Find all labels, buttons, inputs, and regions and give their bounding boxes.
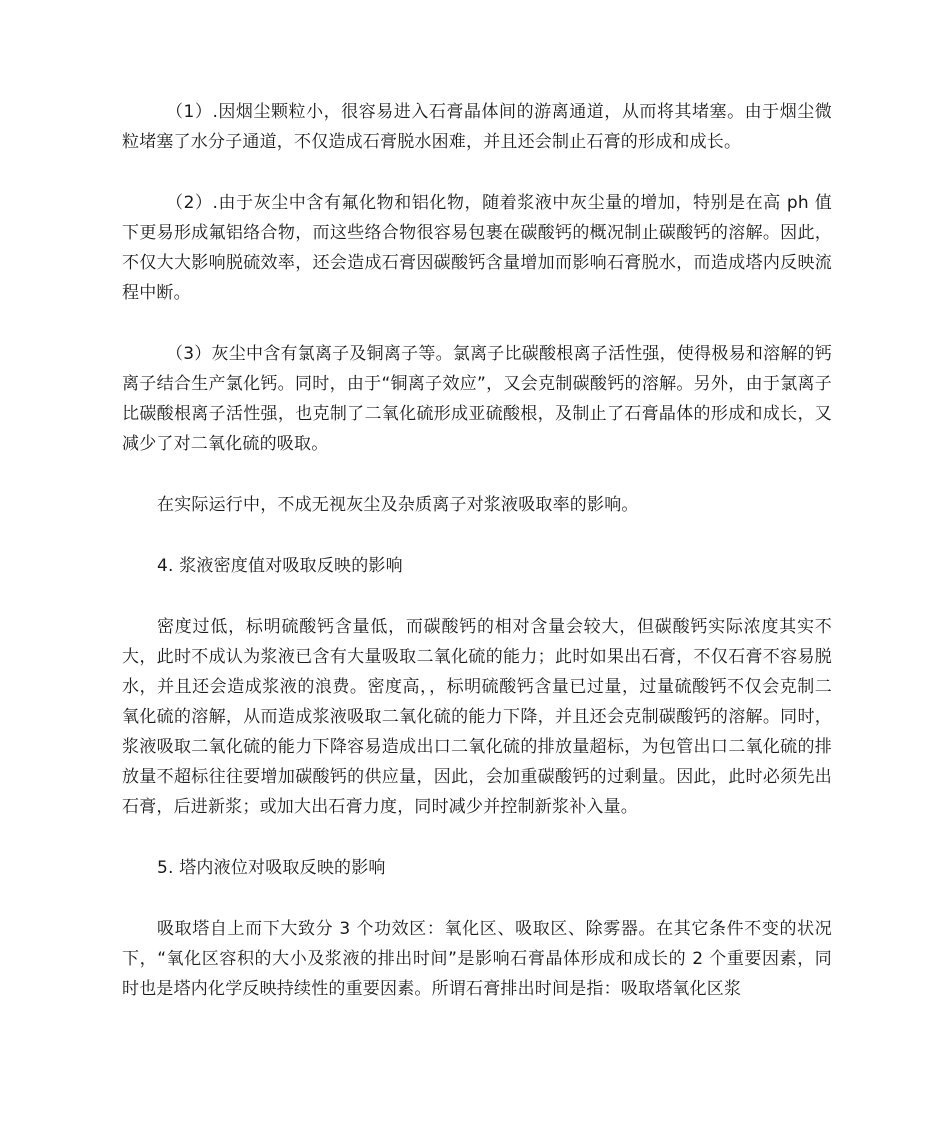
- paragraph-dust-particle-blocking: （1）.因烟尘颗粒小，很容易进入石膏晶体间的游离通道，从而将其堵塞。由于烟尘微粒堵塞了水分子通道，不仅造成石膏脱水困难，并且还会制止石膏的形成和成长。: [122, 102, 832, 152]
- paragraph-practical-operation: 在实际运行中，不成无视灰尘及杂质离子对浆液吸取率的影响。: [157, 495, 639, 515]
- paragraph-chloride-copper-ions: （3）灰尘中含有氯离子及铜离子等。氯离子比碳酸根离子活性强，使得极易和溶解的钙离子结合生产氯化钙。同时，由于“铜离子效应”，又会克制碳酸钙的溶解。另外，由于氯离子比碳酸根离子活性强，也克制了二氧化硫形成亚硫酸根，及制止了石膏晶体的形成和成长，又减少了对二氧化硫的吸取。: [122, 344, 832, 454]
- section-heading-tower-liquid-level: 5. 塔内液位对吸取反映的影响: [157, 858, 386, 878]
- paragraph-tower-liquid-level: 吸取塔自上而下大致分 3 个功效区：氧化区、吸取区、除雾器。在其它条件不变的状况下，“氧化区容积的大小及浆液的排出时间”是影响石膏晶体形成和成长的 2 个重要因素，同时也是塔内化学反映持续性的重要因素。所谓石膏排出时间是指：吸取塔氧化区浆: [122, 919, 832, 999]
- paragraph-slurry-density: 密度过低，标明硫酸钙含量低，而碳酸钙的相对含量会较大，但碳酸钙实际浓度其实不大，此时不成认为浆液已含有大量吸取二氧化硫的能力；此时如果出石膏，不仅石膏不容易脱水，并且还会造成浆液的浪费。密度高，，标明硫酸钙含量已过量，过量硫酸钙不仅会克制二氧化硫的溶解，从而造成浆液吸取二氧化硫的能力下降，并且还会克制碳酸钙的溶解。同时，浆液吸取二氧化硫的能力下降容易造成出口二氧化硫的排放量超标，为包管出口二氧化硫的排放量不超标往往要增加碳酸钙的供应量，因此，会加重碳酸钙的过剩量。因此，此时必须先出石膏，后进新浆；或加大出石膏力度，同时减少并控制新浆补入量。: [122, 617, 832, 817]
- section-heading-slurry-density: 4. 浆液密度值对吸取反映的影响: [157, 556, 403, 576]
- paragraph-fluoride-aluminum: （2）.由于灰尘中含有氟化物和铝化物，随着浆液中灰尘量的增加，特别是在高 ph 值下更易形成氟铝络合物，而这些络合物很容易包裹在碳酸钙的概况制止碳酸钙的溶解。因此，不仅大大影响脱硫效率，还会造成石膏因碳酸钙含量增加而影响石膏脱水，而造成塔内反映流程中断。: [122, 193, 832, 303]
